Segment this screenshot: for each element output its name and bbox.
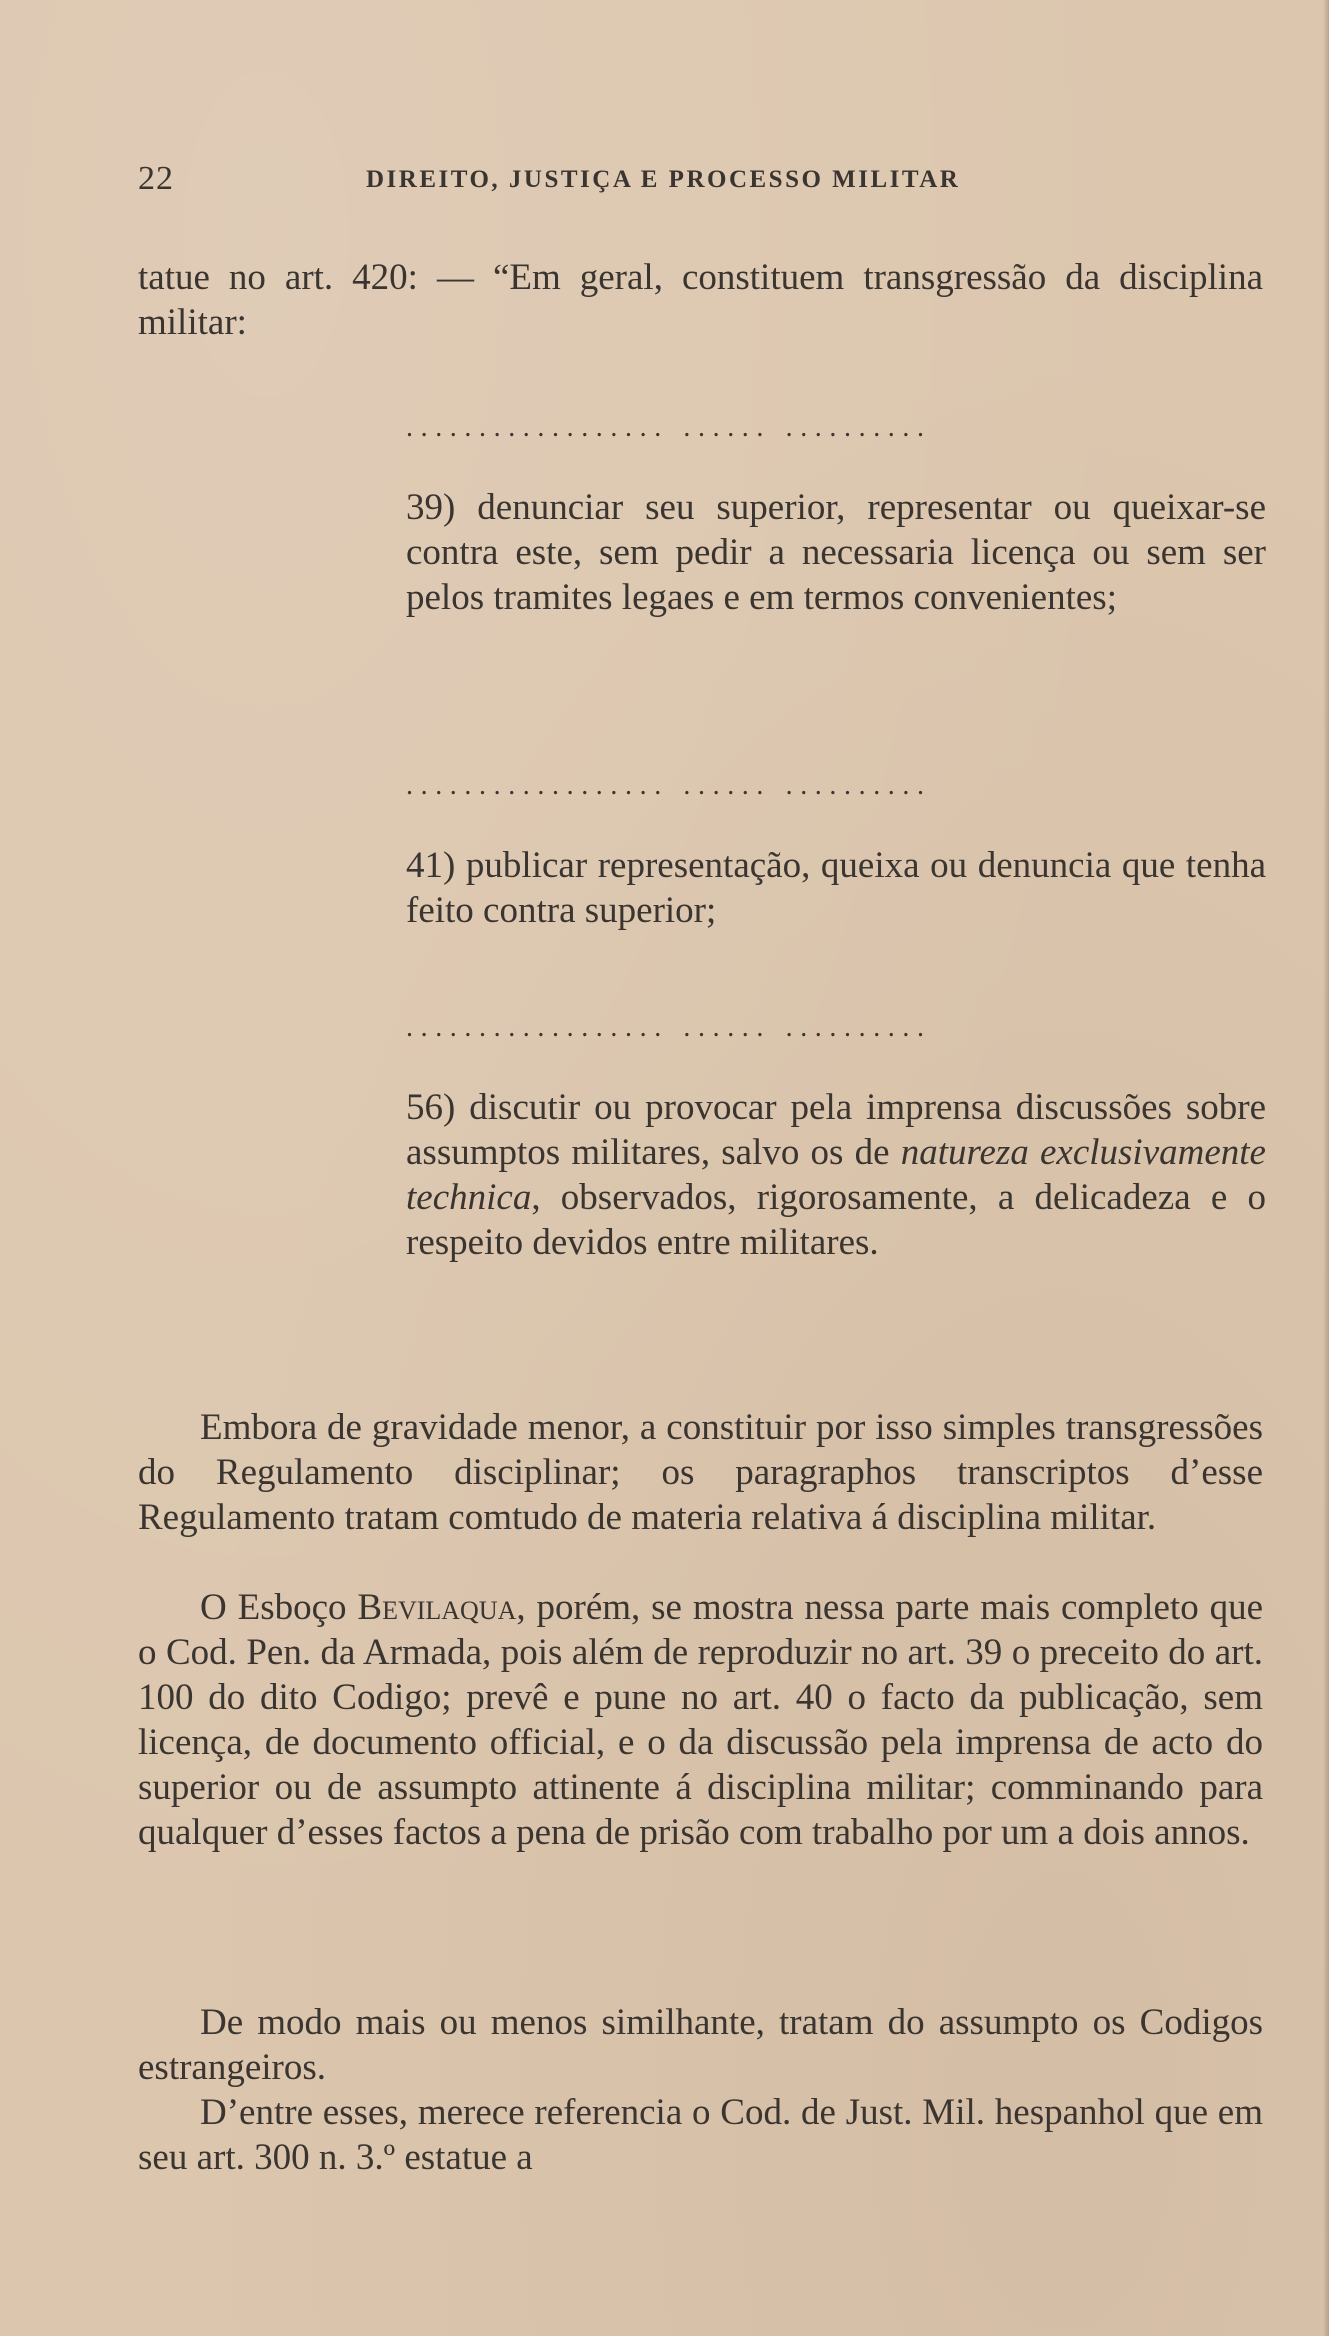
item-56-text: 56) discutir ou provocar pela imprensa discussões sobre assumptos militares, salvo os de	[406, 1087, 1266, 1173]
paragraph-2-start: O Esboço	[200, 1587, 358, 1628]
ellipsis-separator: .................. ...... ..........	[406, 412, 932, 443]
author-name: Bevilaqua	[357, 1587, 517, 1628]
ellipsis-separator: .................. ...... ..........	[406, 1012, 932, 1043]
paragraph-2-rest: , porém, se mostra nessa parte mais completo que o Cod. Pen. da Armada, pois além de reproduzir no art. 39 o preceito do art. 100 do dito Codigo; prevê e pune no art. 40 o facto da publicação, sem licença, de documento official, e o da discussão pela imprensa de acto do superior ou de assumpto attinente á disciplina militar; comminando para qualquer d’esses factos a pena de prisão com trabalho por um a dois annos.	[138, 1587, 1263, 1853]
quoted-item-39: 39) denunciar seu superior, representar ou queixar-se contra este, sem pedir a necessaria licença ou sem ser pelos tramites legaes e em termos convenientes;	[406, 487, 1266, 618]
paragraph-2	[138, 1585, 1263, 1855]
page-number: 22	[138, 160, 174, 197]
item-56-italic: natureza exclusivamente technica	[406, 1132, 1266, 1218]
intro-text: tatue no art. 420: — “Em geral, constituem transgressão da disciplina militar:	[138, 257, 1263, 343]
paragraph-3: De modo mais ou menos similhante, tratam do assumpto os Codigos estrangeiros.	[138, 2002, 1263, 2088]
quoted-item-41: 41) publicar representação, queixa ou denuncia que tenha feito contra superior;	[406, 845, 1266, 931]
page-header	[138, 160, 1238, 200]
quoted-item-56	[406, 1085, 1266, 1265]
item-56-text-end: , observados, rigorosamente, a delicadeza e o respeito devidos entre militares.	[406, 1177, 1266, 1263]
ellipsis-separator: .................. ...... ..........	[406, 770, 932, 801]
running-title: DIREITO, JUSTIÇA E PROCESSO MILITAR	[366, 166, 961, 193]
paragraph-4: D’entre esses, merece referencia o Cod. de Just. Mil. hespanhol que em seu art. 300 n. 3.º estatue a	[138, 2092, 1263, 2178]
page-edge-shadow	[1323, 0, 1329, 2336]
paragraph-1: Embora de gravidade menor, a constituir por isso simples transgressões do Regulamento disciplinar; os paragraphos transcriptos d’esse Regulamento tratam comtudo de materia relativa á disciplina militar.	[138, 1407, 1263, 1538]
